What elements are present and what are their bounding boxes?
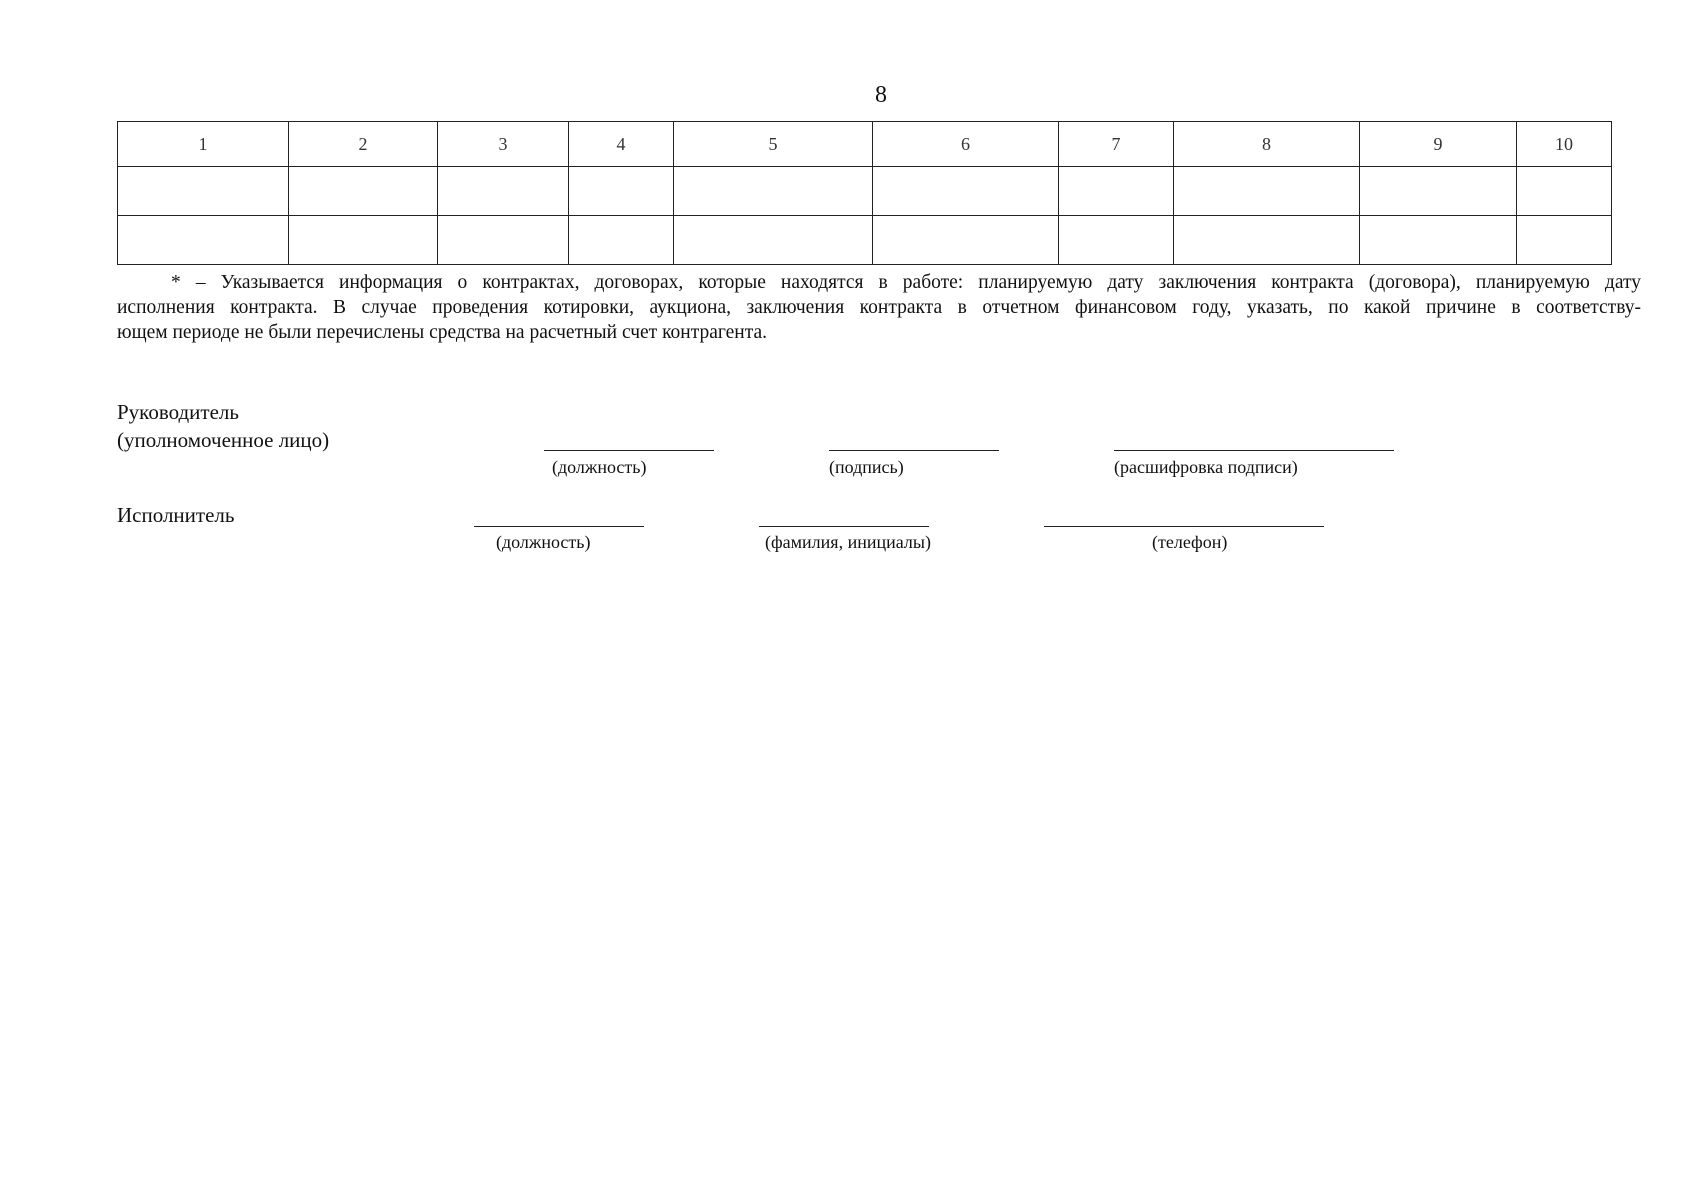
column-number: 8	[1174, 122, 1360, 167]
position-caption: (должность)	[552, 457, 647, 477]
table-cell	[1174, 216, 1360, 265]
column-number: 3	[438, 122, 569, 167]
table-cell	[289, 216, 438, 265]
signature-caption: (подпись)	[829, 457, 904, 477]
table-cell	[118, 216, 289, 265]
column-number: 7	[1059, 122, 1174, 167]
column-number: 9	[1360, 122, 1517, 167]
signature-line	[829, 450, 999, 451]
table-cell	[1059, 216, 1174, 265]
table-cell	[1059, 167, 1174, 216]
table-cell	[438, 167, 569, 216]
table-cell	[1517, 167, 1612, 216]
table-cell	[1360, 167, 1517, 216]
head-subtitle: (уполномоченное лицо)	[117, 428, 330, 452]
column-number: 5	[674, 122, 873, 167]
table-cell	[1360, 216, 1517, 265]
column-number: 2	[289, 122, 438, 167]
signature-decoding-caption: (расшифровка подписи)	[1114, 457, 1298, 477]
table-cell	[674, 167, 873, 216]
column-number: 1	[118, 122, 289, 167]
table-cell	[569, 167, 674, 216]
contracts-table	[117, 121, 1612, 265]
executor-phone-caption: (телефон)	[1152, 532, 1228, 552]
table-row	[118, 216, 1612, 265]
table-cell	[873, 216, 1059, 265]
executor-name-line	[759, 526, 929, 527]
column-number: 6	[873, 122, 1059, 167]
table-cell	[118, 167, 289, 216]
executor-position-line	[474, 526, 644, 527]
table-cell	[569, 216, 674, 265]
footnote-line: исполнения контракта. В случае проведения котировки, аукциона, заключения контракта в отчетном финансовом году, указать, по какой причине в соответству-	[117, 297, 1641, 318]
head-title: Руководитель	[117, 400, 239, 424]
executor-phone-line	[1044, 526, 1324, 527]
footnote-line: * – Указывается информация о контрактах, договорах, которые находятся в работе: планируемую дату заключения контракта (договора), планируемую дату	[171, 272, 1641, 293]
table-cell	[1174, 167, 1360, 216]
executor-title: Исполнитель	[117, 503, 235, 527]
executor-name-caption: (фамилия, инициалы)	[765, 532, 931, 552]
table-row	[118, 167, 1612, 216]
position-signature-line	[544, 450, 714, 451]
executor-position-caption: (должность)	[496, 532, 591, 552]
table-cell	[289, 167, 438, 216]
table-header-row	[118, 122, 1612, 167]
table-cell	[1517, 216, 1612, 265]
page-number: 8	[875, 82, 887, 108]
table-cell	[873, 167, 1059, 216]
table-cell	[674, 216, 873, 265]
signature-decoding-line	[1114, 450, 1394, 451]
footnote-line: ющем периоде не были перечислены средства на расчетный счет контрагента.	[117, 322, 768, 343]
column-number: 10	[1517, 122, 1612, 167]
table-cell	[438, 216, 569, 265]
footnote	[117, 270, 1641, 345]
column-number: 4	[569, 122, 674, 167]
